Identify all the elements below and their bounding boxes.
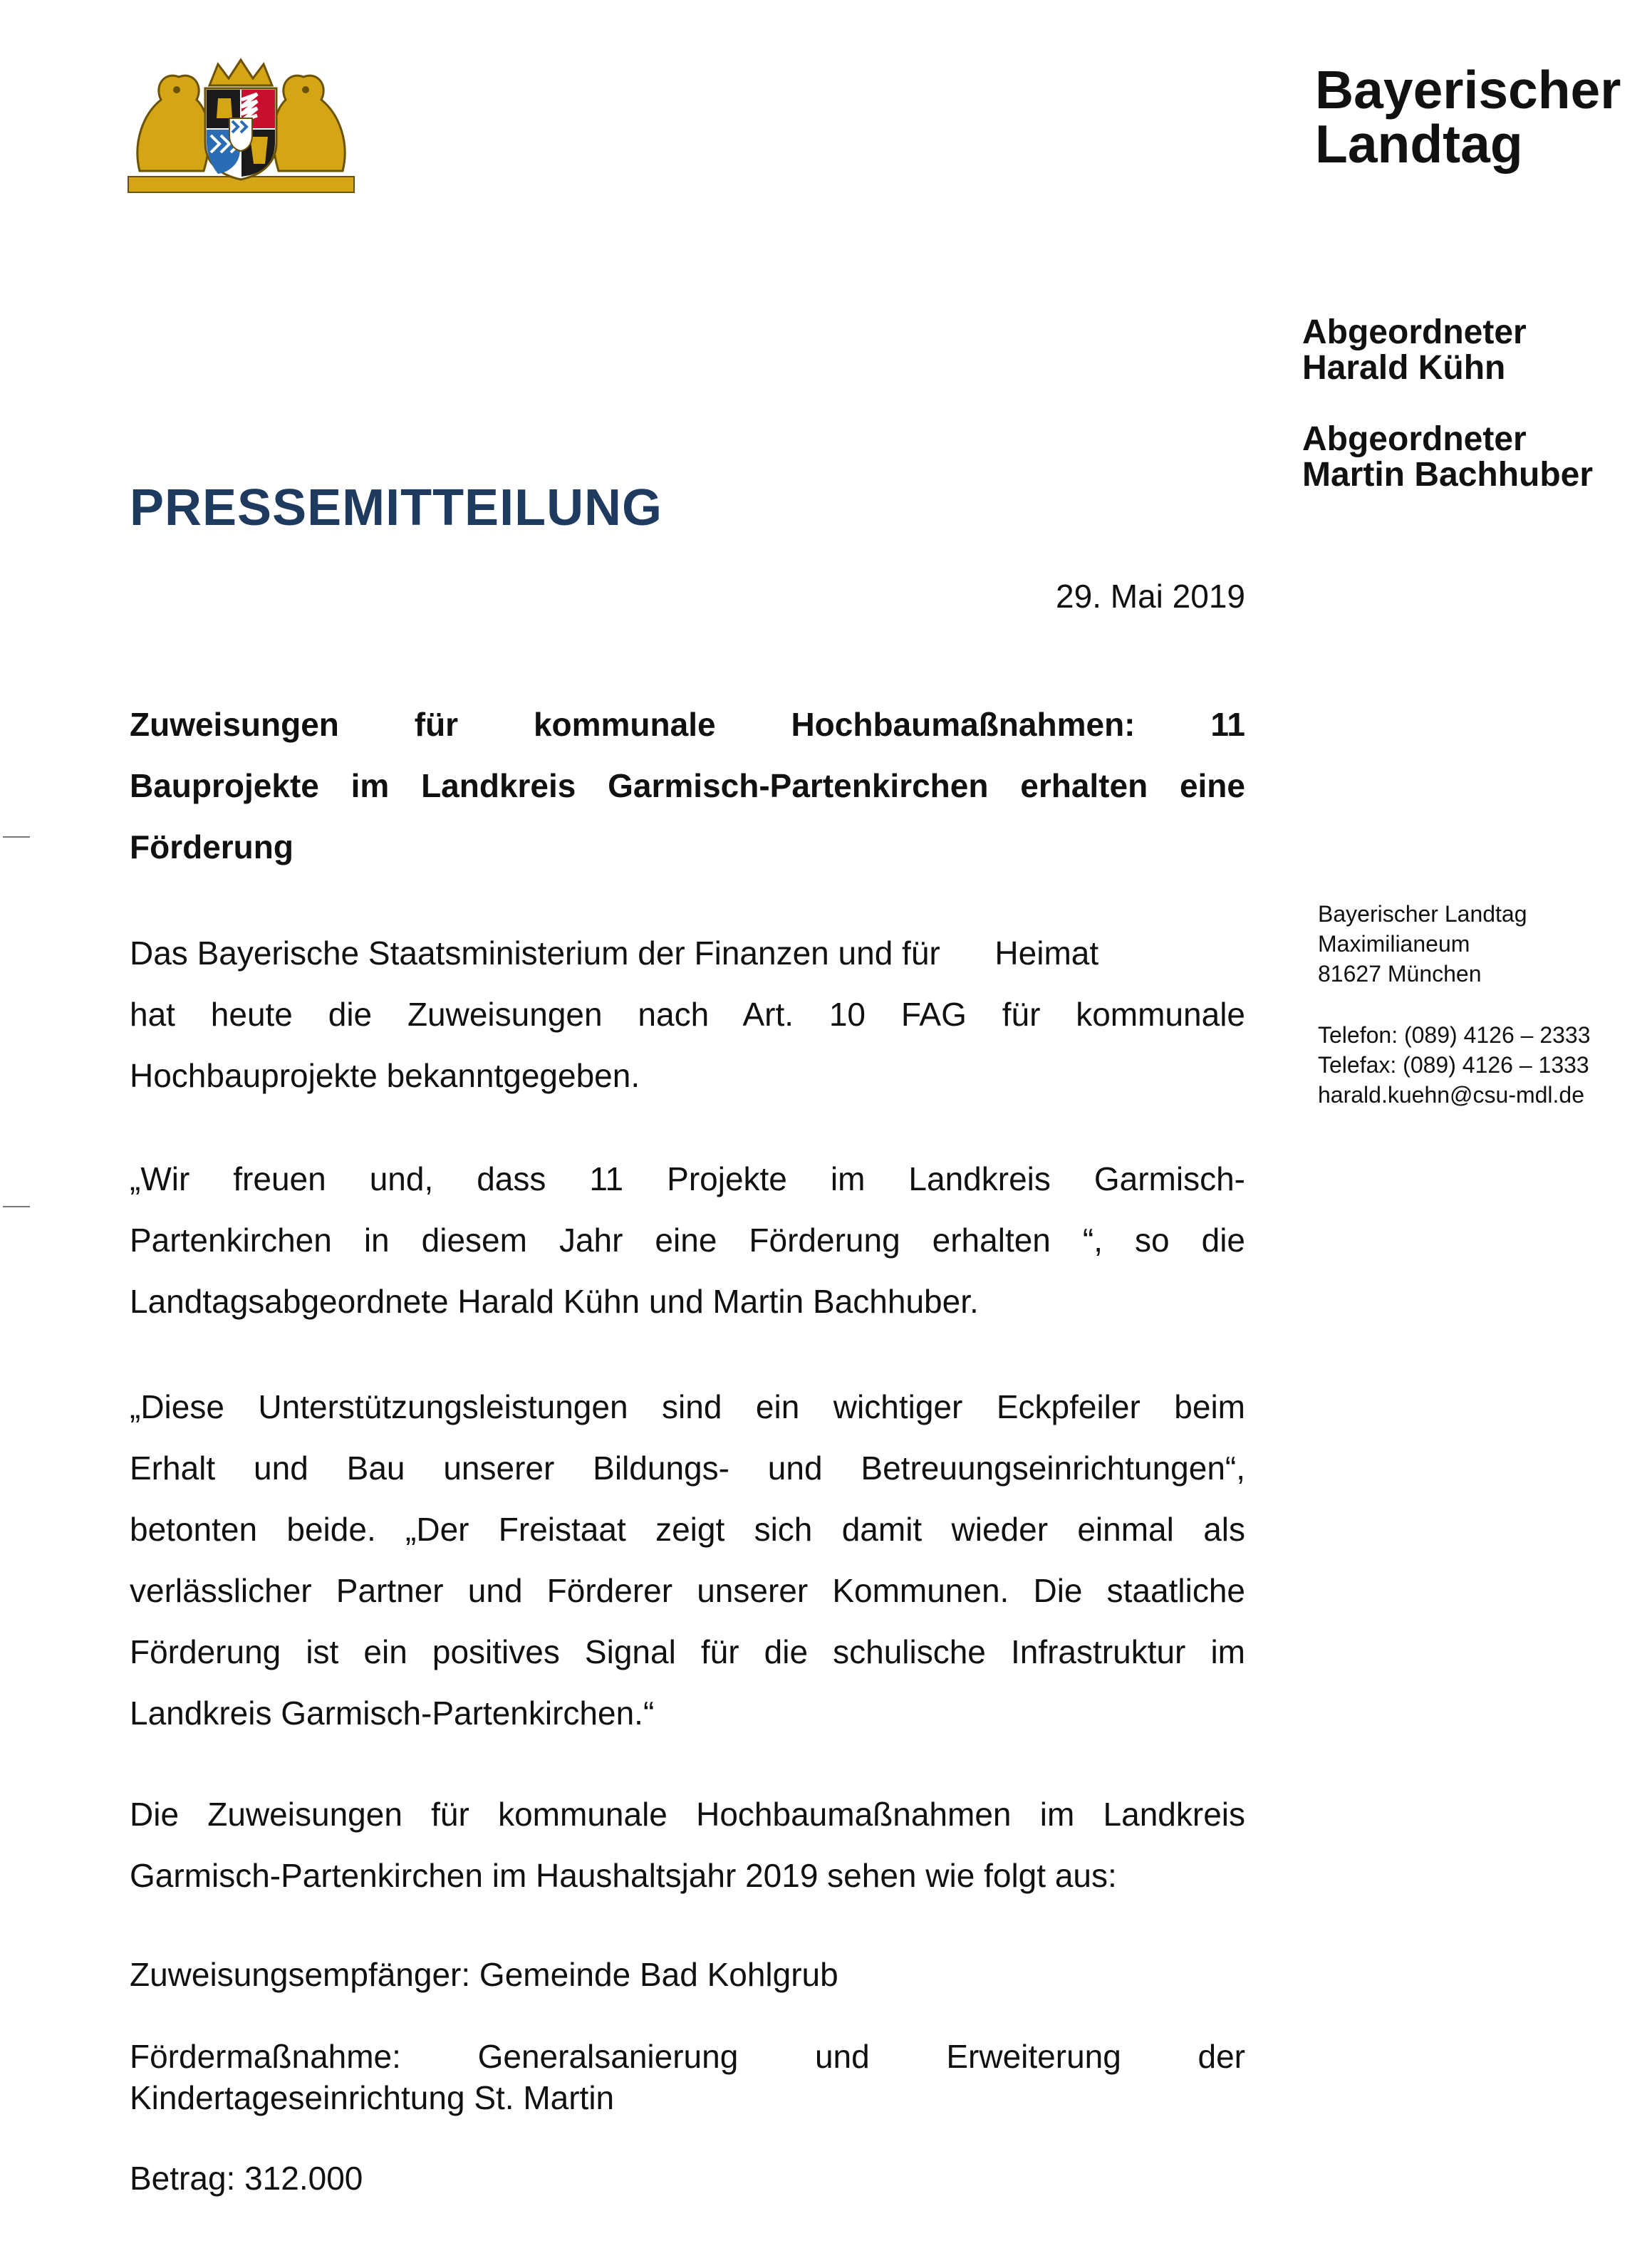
paragraph <box>130 1784 1245 1906</box>
paragraph-line: Das Bayerische Staatsministerium der Finanzen und für Heimat <box>130 935 1099 972</box>
headline <box>130 694 1245 878</box>
paragraph-line: „Wir freuen und, dass 11 Projekte im Landkreis Garmisch- <box>130 1160 1245 1197</box>
paragraph-line: Die Zuweisungen für kommunale Hochbaumaßnahmen im Landkreis <box>130 1796 1245 1833</box>
address-street: Maximilianeum <box>1318 931 1470 957</box>
brand-line-1: Bayerischer <box>1315 60 1621 120</box>
fold-mark <box>3 836 30 838</box>
address-city: 81627 München <box>1318 961 1482 987</box>
paragraph-line: Förderung ist ein positives Signal für die schulische Infrastruktur im <box>130 1633 1245 1670</box>
member-title: Abgeordneter <box>1302 420 1527 458</box>
paragraph <box>130 922 1245 1106</box>
member-name: Martin Bachhuber <box>1302 456 1594 494</box>
headline-line: Bauprojekte im Landkreis Garmisch-Partenkirchen erhalten eine <box>130 767 1245 804</box>
coat-of-arms-logo <box>125 57 357 196</box>
recipient-line: Zuweisungsempfänger: Gemeinde Bad Kohlgrub <box>130 1956 838 1993</box>
contact-block <box>1318 1020 1591 1110</box>
paragraph-line: Landkreis Garmisch-Partenkirchen.“ <box>130 1695 655 1732</box>
paragraph-line: Hochbauprojekte bekanntgegeben. <box>130 1057 640 1094</box>
paragraph-line: Garmisch-Partenkirchen im Haushaltsjahr 2019 sehen wie folgt aus: <box>130 1857 1117 1894</box>
brand-line-2: Landtag <box>1315 114 1523 174</box>
member-block <box>1302 422 1593 493</box>
paragraph-line: Erhalt und Bau unserer Bildungs- und Betreuungseinrichtungen“, <box>130 1450 1245 1487</box>
funding-measure <box>130 2036 1245 2118</box>
paragraph-line: betonten beide. „Der Freistaat zeigt sich damit wieder einmal als <box>130 1511 1245 1548</box>
paragraph <box>130 1148 1245 1332</box>
member-name: Harald Kühn <box>1302 349 1506 387</box>
measure-line: Fördermaßnahme: Generalsanierung und Erweiterung der <box>130 2038 1245 2075</box>
paragraph <box>130 1376 1245 1744</box>
paragraph-line: Landtagsabgeordnete Harald Kühn und Martin Bachhuber. <box>130 1283 979 1320</box>
paragraph-line: „Diese Unterstützungsleistungen sind ein wichtiger Eckpfeiler beim <box>130 1388 1245 1425</box>
contact-phone: Telefon: (089) 4126 – 2333 <box>1318 1022 1591 1048</box>
release-date: 29. Mai 2019 <box>1056 578 1245 615</box>
measure-line: Kindertageseinrichtung St. Martin <box>130 2079 615 2116</box>
page-title: PRESSEMITTEILUNG <box>130 479 663 536</box>
paragraph-line: hat heute die Zuweisungen nach Art. 10 FAG für kommunale <box>130 996 1245 1033</box>
member-block <box>1302 315 1527 386</box>
contact-email: harald.kuehn@csu-mdl.de <box>1318 1082 1585 1108</box>
fold-mark <box>3 1206 30 1207</box>
address-org: Bayerischer Landtag <box>1318 901 1527 927</box>
headline-line: Zuweisungen für kommunale Hochbaumaßnahmen: 11 <box>130 706 1245 743</box>
contact-fax: Telefax: (089) 4126 – 1333 <box>1318 1052 1589 1078</box>
address-block <box>1318 899 1527 989</box>
brand-name <box>1315 60 1621 174</box>
paragraph-line: Partenkirchen in diesem Jahr eine Förderung erhalten “, so die <box>130 1222 1245 1259</box>
paragraph-line: verlässlicher Partner und Förderer unserer Kommunen. Die staatliche <box>130 1572 1245 1609</box>
amount-line: Betrag: 312.000 <box>130 2160 363 2197</box>
member-title: Abgeordneter <box>1302 313 1527 351</box>
headline-line: Förderung <box>130 828 293 865</box>
